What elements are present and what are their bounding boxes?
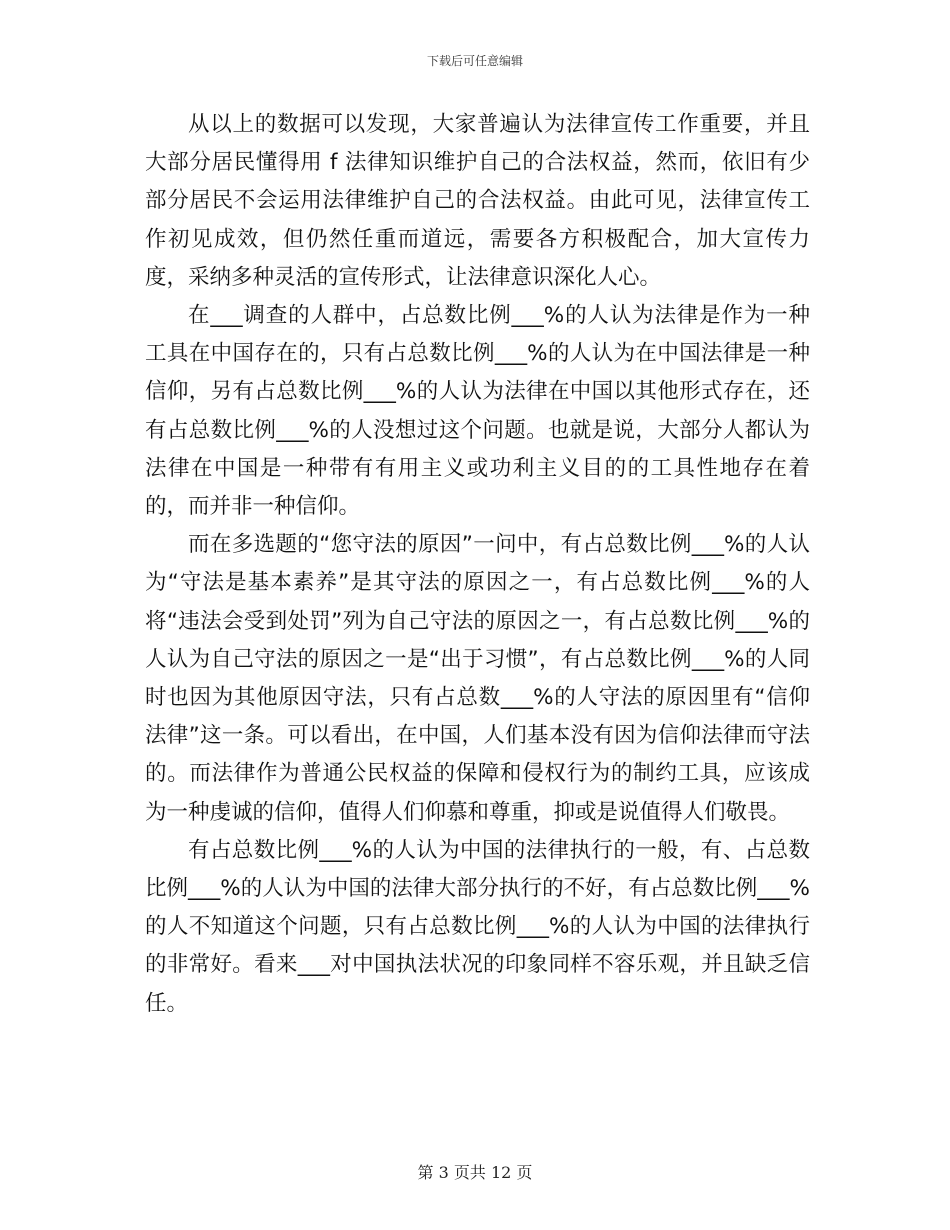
paragraph: 而在多选题的“您守法的原因”一问中，有占总数比例___%的人认为“守法是基本素养”是其守法的原因之一，有占总数比例___%的人将“违法会受到处罚”列为自己守法的原因之一，有占总数比例___%的人认为自己守法的原因之一是“出于习惯”，有占总数比例___%的人同时也因为其他原因守法，只有占总数___%的人守法的原因里有“信仰法律”这一条。可以看出，在中国，人们基本没有因为信仰法律而守法的。而法律作为普通公民权益的保障和侵权行为的制约工具，应该成为一种虔诚的信仰，值得人们仰慕和尊重，抑或是说值得人们敬畏。 bbox=[145, 532, 810, 825]
paragraph: 从以上的数据可以发现，大家普遍认为法律宣传工作重要，并且大部分居民懂得用 f 法律知识维护自己的合法权益，然而，依旧有少部分居民不会运用法律维护自己的合法权益。由此可见，法律宣传工作初见成效，但仍然任重而道远，需要各方积极配合，加大宣传力度，采纳多种灵活的宣传形式，让法律意识深化人心。 bbox=[145, 112, 810, 290]
paragraph: 在___调查的人群中，占总数比例___%的人认为法律是作为一种工具在中国存在的，只有占总数比例___%的人认为在中国法律是一种信仰，另有占总数比例___%的人认为法律在中国以其他形式存在，还有占总数比例___%的人没想过这个问题。也就是说，大部分人都认为法律在中国是一种带有有用主义或功利主义目的的工具性地存在着的，而并非一种信仰。 bbox=[145, 303, 810, 520]
paragraph: 有占总数比例___%的人认为中国的法律执行的一般，有、占总数比例___%的人认为中国的法律大部分执行的不好，有占总数比例___%的人不知道这个问题，只有占总数比例___%的人认为中国的法律执行的非常好。看来___对中国执法状况的印象同样不容乐观，并且缺乏信任。 bbox=[145, 837, 810, 1016]
page-header: 下载后可任意编辑 bbox=[426, 54, 523, 68]
page-number: 第 3 页共 12 页 bbox=[417, 1163, 533, 1182]
body-text bbox=[145, 106, 810, 1023]
